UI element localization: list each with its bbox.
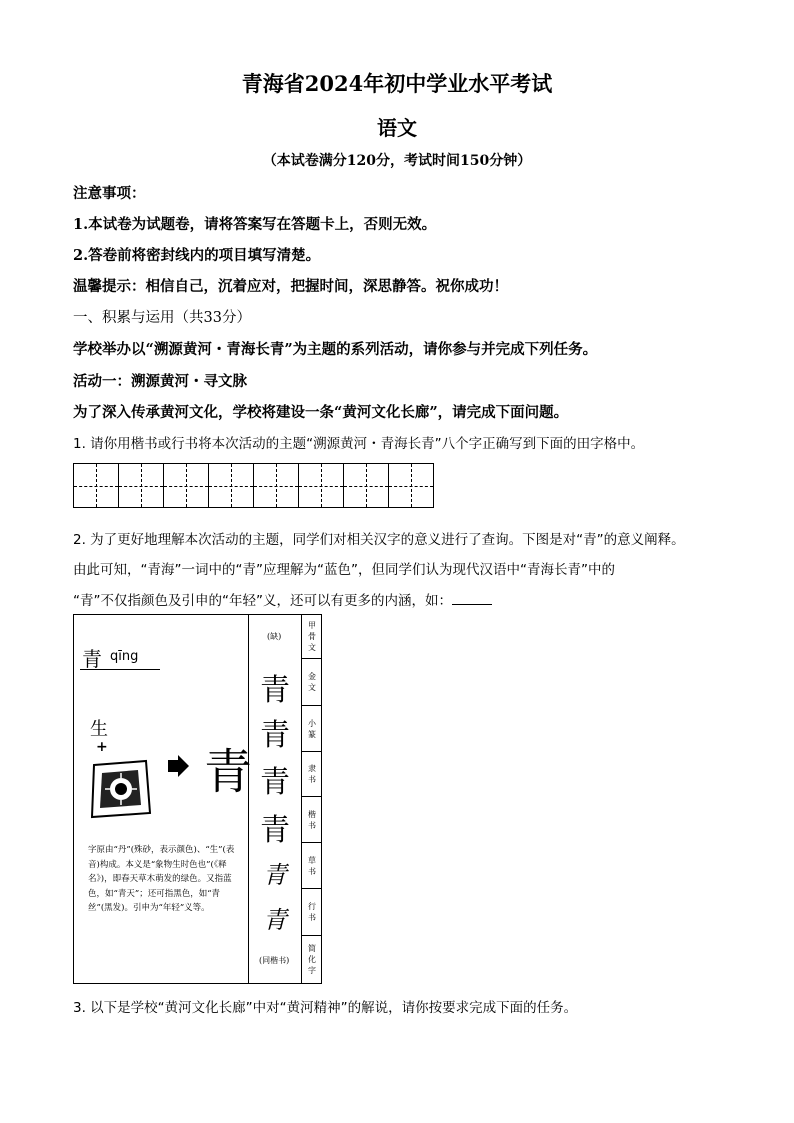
grid-cell[interactable] (74, 463, 119, 508)
subject-title: 语文 (377, 116, 417, 140)
question-3: 3. 以下是学校“黄河文化长廊”中对“黄河精神”的解说，请你按要求完成下面的任务。 (73, 1000, 578, 1016)
grid-cell[interactable] (344, 463, 389, 508)
missing-label: (缺) (267, 632, 282, 641)
label-jiaguwen: 甲骨文 (302, 615, 322, 659)
question-2-line-1: 2. 为了更好地理解本次活动的主题，同学们对相关汉字的意义进行了查询。下图是对“青”的意义阐释。 (73, 532, 685, 548)
seal-component-top: 生 (90, 719, 108, 740)
dictionary-figure (73, 614, 322, 984)
label-jianhuazi: 简化字 (308, 944, 316, 975)
grid-cell[interactable] (209, 463, 254, 508)
notice-item-2: 2.答卷前将密封线内的项目填写清楚。 (73, 247, 321, 264)
grid-cell[interactable] (164, 463, 209, 508)
script-kaishu: 青 (260, 813, 290, 848)
script-labels-column (301, 615, 323, 983)
arrow-right-icon (166, 754, 190, 778)
figure-pinyin: qīng (110, 649, 139, 664)
plus-sign: + (96, 739, 108, 755)
seal-script-char: 青 (204, 744, 253, 800)
label-xingshu: 行书 (302, 889, 322, 936)
script-lishu: 青 (260, 765, 290, 800)
question-2-line-3 (73, 589, 492, 609)
activity-task: 为了深入传承黄河文化，学校将建设一条“黄河文化长廊”，请完成下面问题。 (73, 404, 569, 421)
grid-cell[interactable] (299, 463, 344, 508)
exam-note: （本试卷满分120分，考试时间150分钟） (262, 153, 532, 169)
label-xiaozhuan: 小篆 (302, 706, 322, 752)
script-xingshu: 青 (263, 906, 287, 934)
label-jinwen: 金文 (302, 659, 322, 706)
script-caoshu: 青 (263, 861, 287, 889)
figure-explanation-panel (74, 615, 253, 983)
notice-heading: 注意事项： (73, 185, 146, 202)
grid-cell[interactable] (389, 463, 434, 508)
label-kaishu: 楷书 (302, 797, 322, 843)
grid-cell[interactable] (119, 463, 164, 508)
figure-char: 青 (82, 647, 102, 671)
script-xiaozhuan: 青 (260, 718, 290, 753)
figure-description: 字原由“丹”(殊砂，表示颜色)、“生”(表音)构成。本义是“象物生时色也”(《释名》)，即春天草木萌发的绿色。又指蓝色，如“青天”；还可指黑色，如“青丝”(黑发)。引申为“年轻”义等。 (88, 845, 235, 913)
question-2-line-3-text: “青”不仅指颜色及引申的“年轻”义，还可以有更多的内涵，如： (73, 593, 452, 609)
notice-item-1: 1.本试卷为试题卷，请将答案写在答题卡上，否则无效。 (73, 216, 437, 233)
question-1: 1. 请你用楷书或行书将本次活动的主题“溯源黄河・青海长青”八个字正确写到下面的田字格中。 (73, 436, 645, 452)
activity-title: 活动一：溯源黄河・寻文脉 (73, 373, 247, 390)
script-jinwen: 青 (260, 673, 290, 708)
section-title: 一、积累与运用（共33分） (73, 310, 251, 326)
tianzige-grid[interactable] (73, 463, 442, 508)
notice-tip: 温馨提示：相信自己，沉着应对，把握时间，深思静答。祝你成功！ (73, 278, 508, 295)
question-2-line-2: 由此可知，“青海”一词中的“青”应理解为“蓝色”，但同学们认为现代汉语中“青海长青”中的 (73, 562, 615, 578)
section-intro: 学校举办以“溯源黄河・青海长青”为主题的系列活动，请你参与并完成下列任务。 (73, 341, 598, 358)
label-caoshu: 草书 (302, 843, 322, 889)
title-underline (80, 669, 160, 670)
script-evolution-column (249, 615, 301, 983)
grid-cell[interactable] (254, 463, 299, 508)
label-lishu: 隶书 (302, 752, 322, 797)
answer-blank[interactable] (452, 592, 492, 605)
cinnabar-well-image (88, 755, 154, 821)
same-as-kaishu-label: (同楷书) (259, 956, 290, 965)
page-title: 青海省2024年初中学业水平考试 (241, 71, 553, 96)
